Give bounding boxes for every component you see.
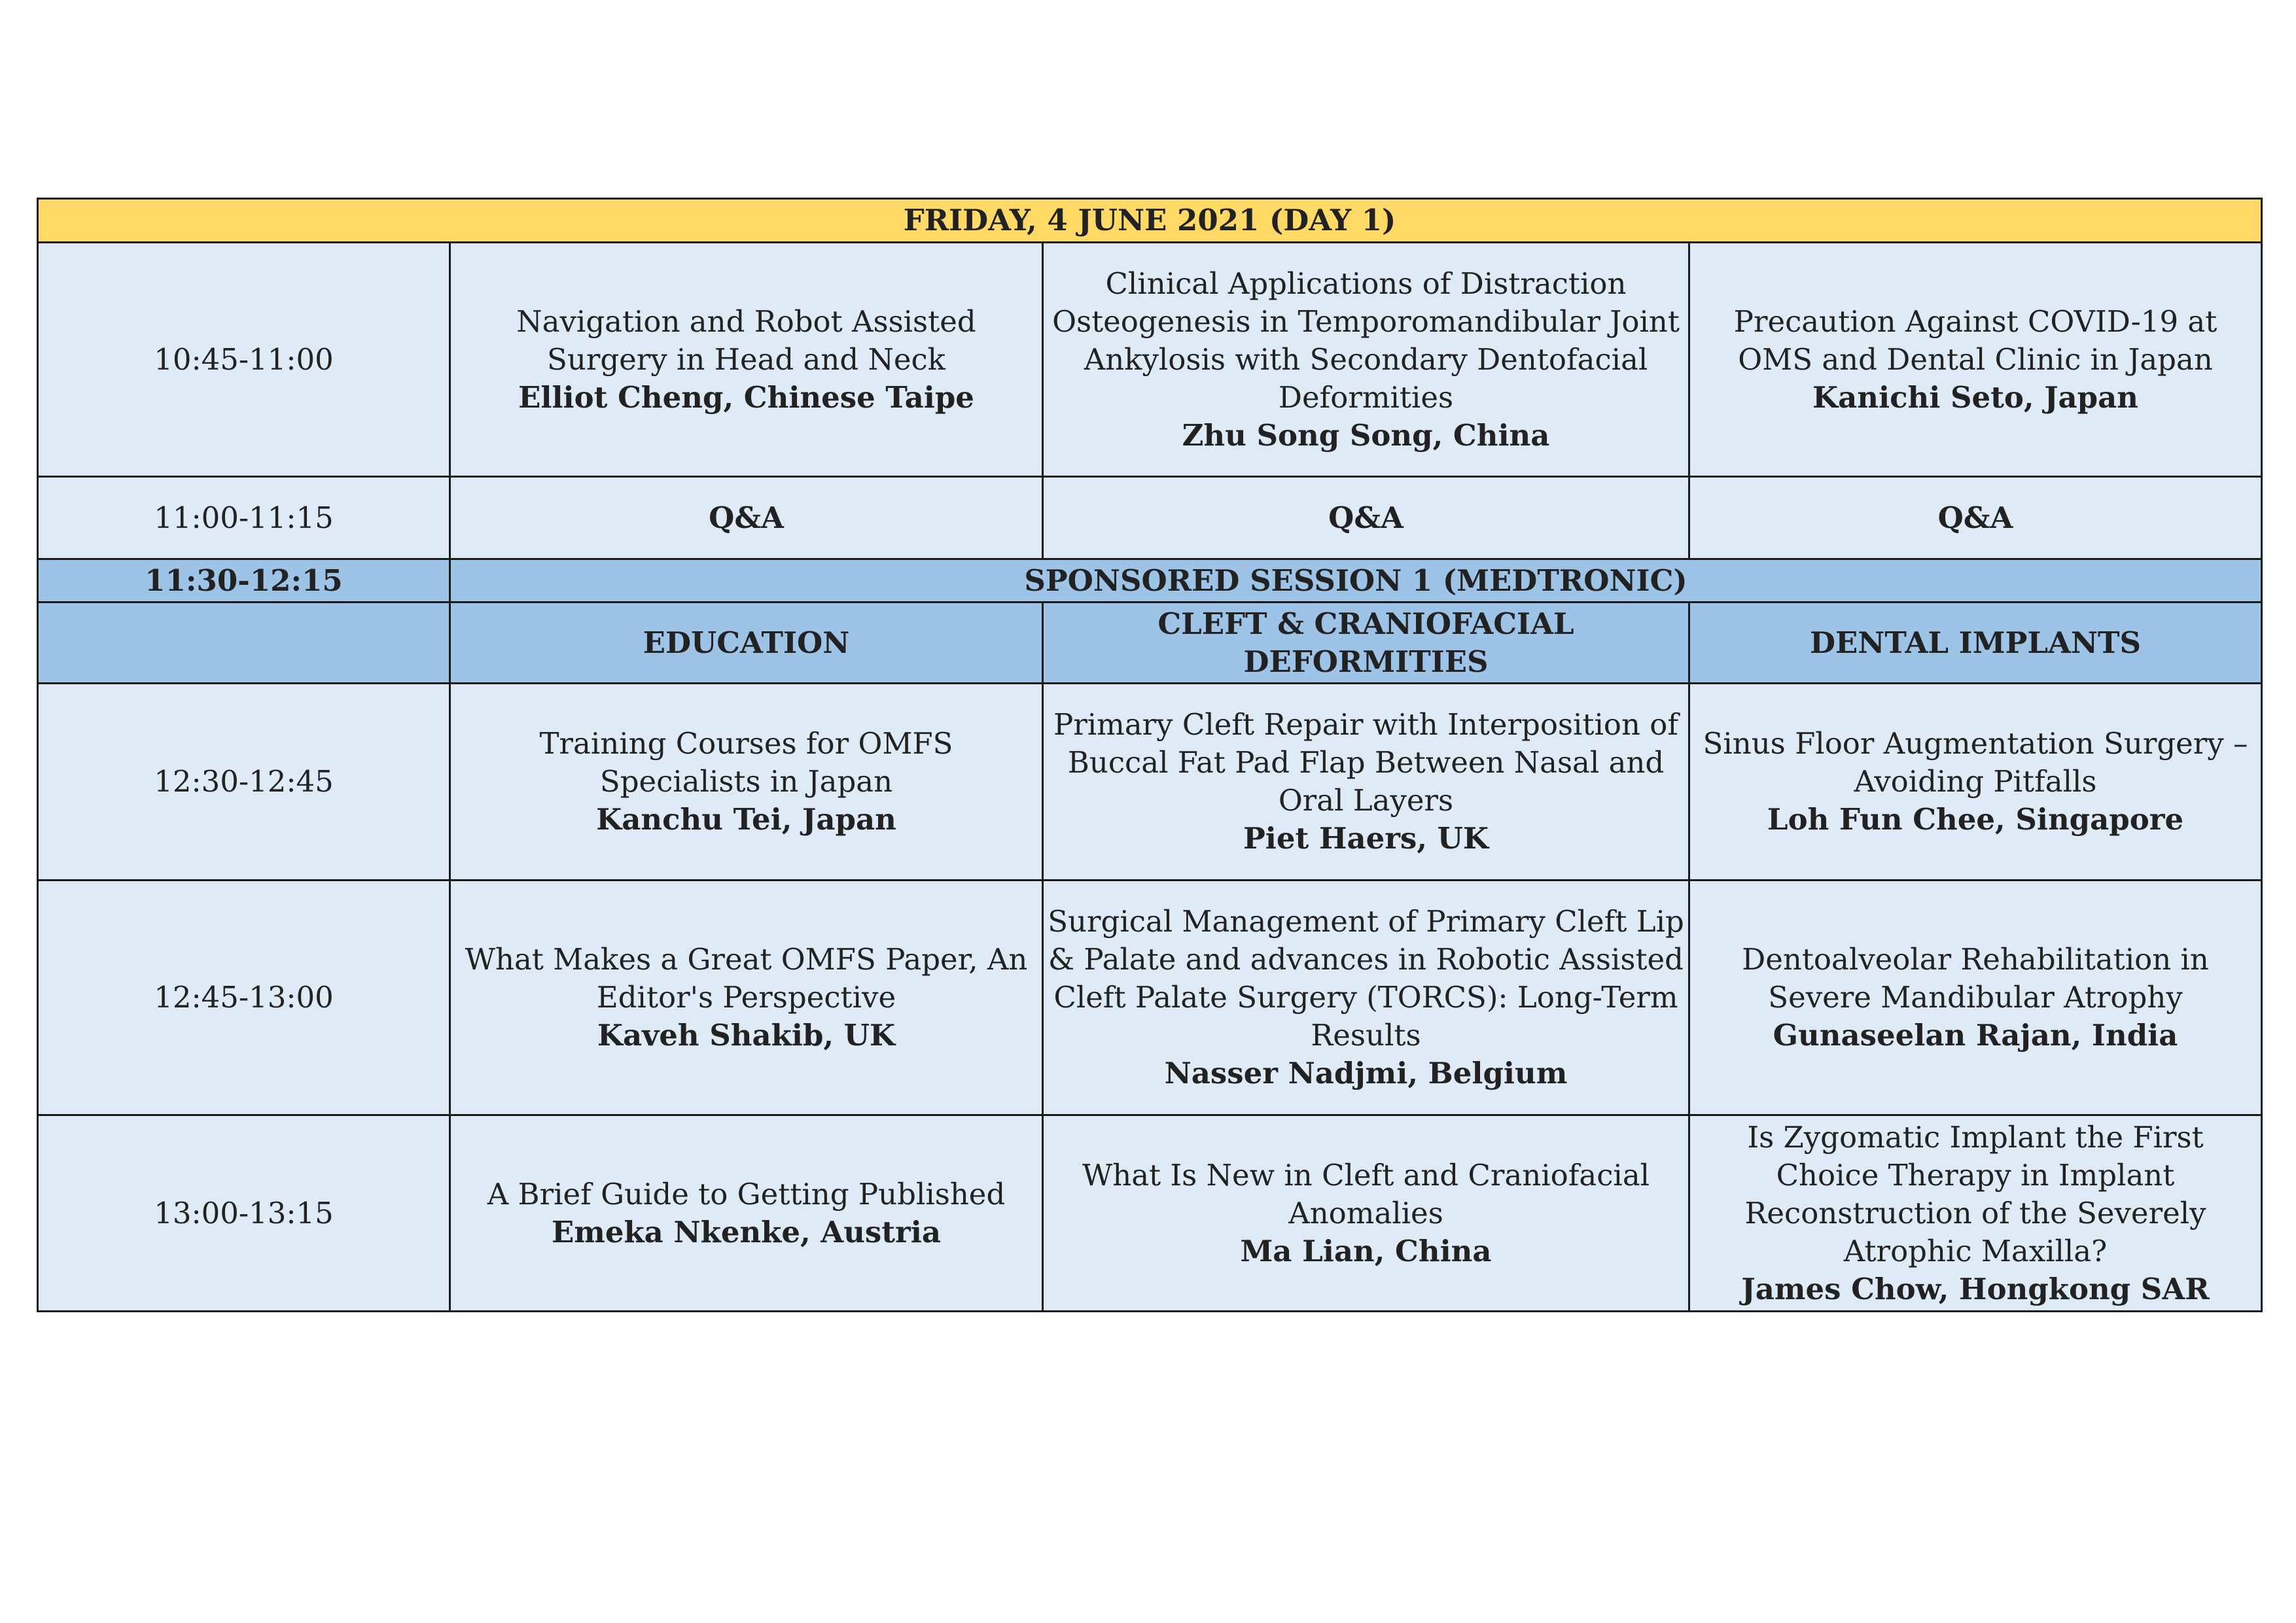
schedule-table [37, 198, 2263, 1312]
talk-title: What Is New in Cleft and Craniofacial Anomalies [1082, 1157, 1650, 1230]
talk-title: A Brief Guide to Getting Published [487, 1176, 1006, 1212]
talk-title: Surgical Management of Primary Cleft Lip & Palate and advances in Robotic Assisted Cleft Palate Surgery (TORCS): Long-Term Results [1048, 904, 1684, 1053]
talk-title: Clinical Applications of Distraction Osteogenesis in Temporomandibular Joint Ankylosis with Secondary Dentofacial Deformities [1052, 266, 1680, 415]
track-header-education: EDUCATION [450, 602, 1043, 684]
talk-cell [1689, 684, 2262, 881]
talk-title: Dentoalveolar Rehabilitation in Severe Mandibular Atrophy [1742, 942, 2209, 1015]
time-slot: 10:45-11:00 [38, 243, 450, 477]
talk-speaker: Emeka Nkenke, Austria [551, 1214, 942, 1249]
talk-speaker: Gunaseelan Rajan, India [1773, 1018, 2178, 1053]
talk-speaker: Elliot Cheng, Chinese Taipe [518, 379, 974, 415]
qa-cell: Q&A [1689, 477, 2262, 559]
talk-cell [1043, 881, 1689, 1115]
schedule-row [38, 1115, 2262, 1312]
talk-cell [1689, 1115, 2262, 1312]
talk-title: Navigation and Robot Assisted Surgery in Head and Neck [516, 304, 976, 377]
time-slot: 12:30-12:45 [38, 684, 450, 881]
schedule-row [38, 684, 2262, 881]
sponsored-session-row [38, 559, 2262, 602]
talk-speaker: Piet Haers, UK [1243, 821, 1489, 856]
day-header-row [38, 199, 2262, 243]
talk-title: Primary Cleft Repair with Interposition of Buccal Fat Pad Flap Between Nasal and Oral Layers [1053, 707, 1679, 818]
talk-title: Training Courses for OMFS Specialists in Japan [539, 726, 953, 799]
talk-speaker: James Chow, Hongkong SAR [1741, 1271, 2210, 1306]
schedule-row [38, 881, 2262, 1115]
talk-title: Sinus Floor Augmentation Surgery – Avoiding Pitfalls [1703, 726, 2248, 799]
talk-cell [1043, 1115, 1689, 1312]
talk-speaker: Loh Fun Chee, Singapore [1767, 802, 2184, 837]
talk-cell [450, 243, 1043, 477]
qa-cell: Q&A [1043, 477, 1689, 559]
track-header-empty [38, 602, 450, 684]
talk-cell [1043, 243, 1689, 477]
talk-speaker: Zhu Song Song, China [1182, 417, 1550, 453]
qa-cell: Q&A [450, 477, 1043, 559]
talk-speaker: Ma Lian, China [1240, 1233, 1492, 1268]
talk-speaker: Kanchu Tei, Japan [596, 802, 896, 837]
time-slot: 11:00-11:15 [38, 477, 450, 559]
talk-cell [450, 684, 1043, 881]
talk-title: Precaution Against COVID-19 at OMS and Dental Clinic in Japan [1733, 304, 2217, 377]
sponsored-session-title: SPONSORED SESSION 1 (MEDTRONIC) [450, 559, 2262, 602]
track-header-implants: DENTAL IMPLANTS [1689, 602, 2262, 684]
time-slot: 13:00-13:15 [38, 1115, 450, 1312]
qa-row [38, 477, 2262, 559]
talk-cell [1689, 243, 2262, 477]
time-slot: 12:45-13:00 [38, 881, 450, 1115]
talk-cell [450, 1115, 1043, 1312]
track-header-row [38, 602, 2262, 684]
talk-speaker: Nasser Nadjmi, Belgium [1164, 1056, 1568, 1091]
day-header: FRIDAY, 4 JUNE 2021 (DAY 1) [38, 199, 2262, 243]
talk-cell [1689, 881, 2262, 1115]
track-header-cleft: CLEFT & CRANIOFACIAL DEFORMITIES [1043, 602, 1689, 684]
time-slot: 11:30-12:15 [38, 559, 450, 602]
talk-title: What Makes a Great OMFS Paper, An Editor's Perspective [465, 942, 1028, 1015]
talk-cell [1043, 684, 1689, 881]
talk-speaker: Kaveh Shakib, UK [597, 1018, 896, 1053]
schedule-row [38, 243, 2262, 477]
talk-title: Is Zygomatic Implant the First Choice Therapy in Implant Reconstruction of the Severely Atrophic Maxilla? [1744, 1119, 2206, 1268]
talk-speaker: Kanichi Seto, Japan [1812, 379, 2139, 415]
talk-cell [450, 881, 1043, 1115]
